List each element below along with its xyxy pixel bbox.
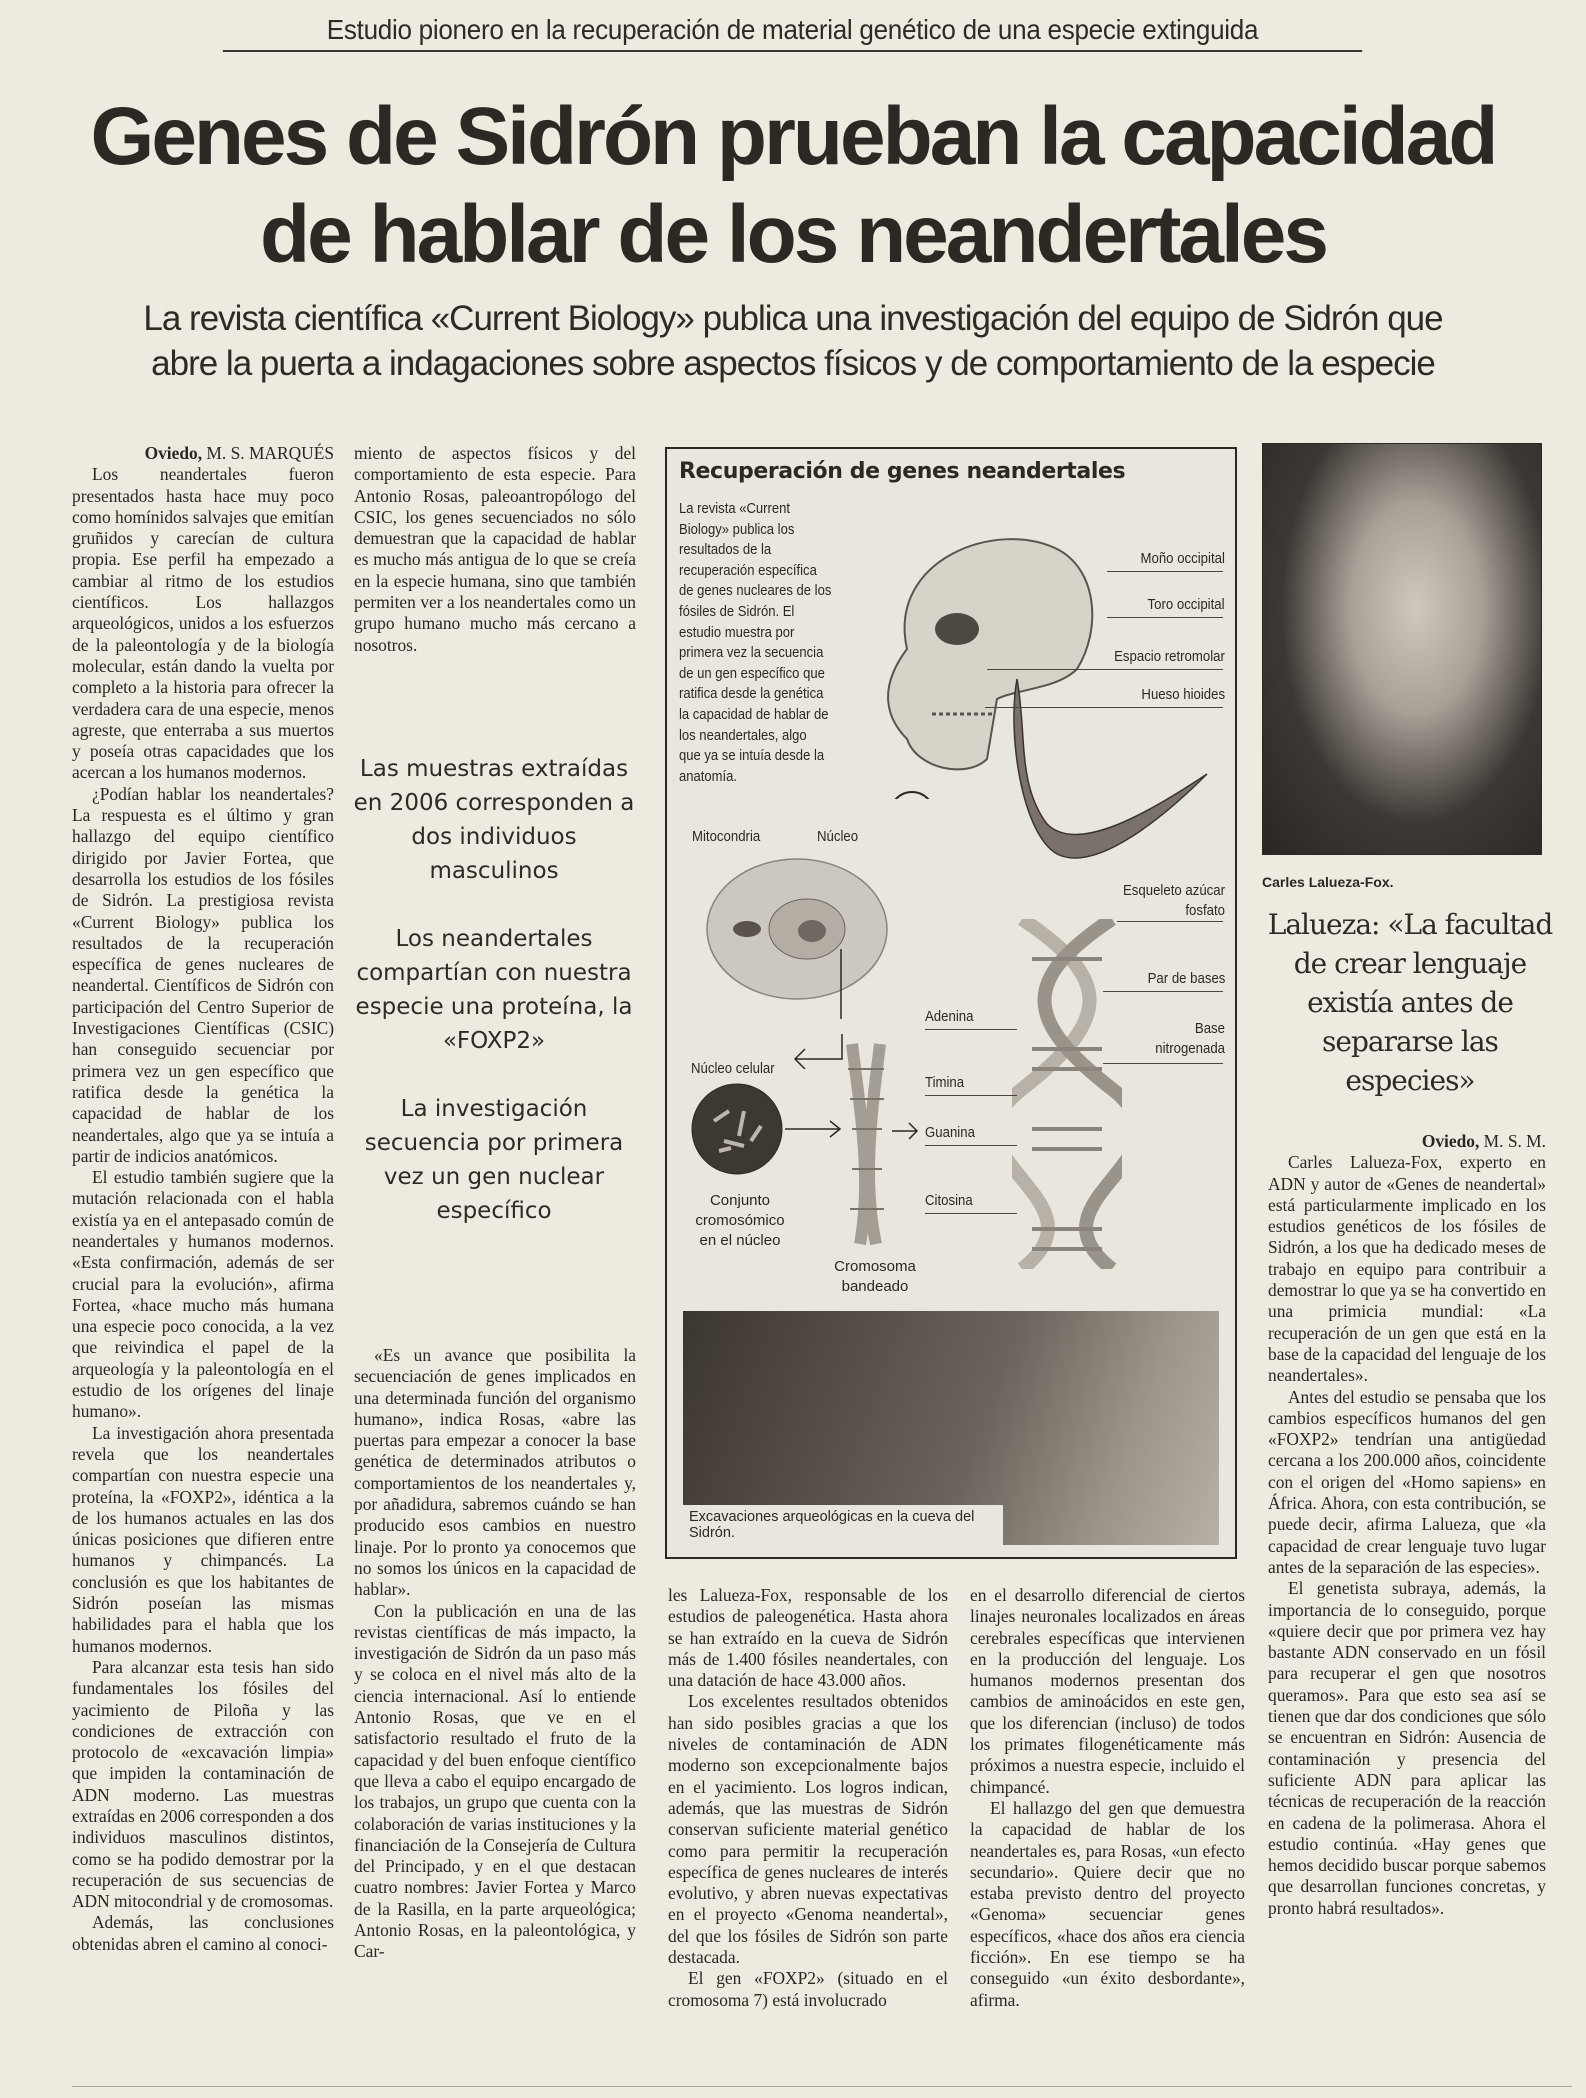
label-nucleus: Núcleo [817, 828, 859, 845]
paragraph: El genetista subraya, además, la importancia de lo conseguido, porque «quiere decir que por primera vez hay bastante ADN conservado en un fósil para recuperar el gen que nosotros queramos». Para que esto sea así se tienen que dar dos condiciones que sólo se encuentran en Sidrón: Ausencia de contaminación y presencia del suficiente ADN para aplicar las técnicas de recuperación de la reacción en cadena de la polimerasa. Ahora el estudio continúa. «Hay genes que hemos decidido buscar porque sabemos que desarrollan funciones concretas, y pronto habrá resultados». [1268, 1578, 1546, 1918]
label-chromosome-set: Conjunto cromosómico en el núcleo [695, 1192, 785, 1249]
paragraph: en el desarrollo diferencial de ciertos linajes neuronales localizados en áreas cerebrales específicas que intervienen en la producción del lenguaje. Los humanos modernos presentan dos cambios de aminoácidos en este gen, que los diferencian (incluso) de todos los primates filogenéticamente más próximos a nuestra especie, incluido el chimpancé. [970, 1585, 1245, 1797]
article-column-2-top [354, 443, 636, 656]
infographic-title: Recuperación de genes neandertales [679, 459, 1126, 484]
portrait-caption: Carles Lalueza-Fox. [1262, 874, 1394, 890]
headline-line-1: Genes de Sidrón prueban la capacidad [90, 91, 1496, 182]
paragraph: El estudio también sugiere que la mutación relacionada con el habla existía ya en el antepasado común de neandertales y humanos modernos. «Esta confirmación, además de ser crucial para la evolución», afirma Fortea, «hace mucho más humana una especie poco conocida, a la vez que reivindica el papel de la arqueología y la paleontología en el estudio de los orígenes del linaje humano». [72, 1167, 334, 1422]
byline-author: M. S. MARQUÉS [202, 443, 334, 463]
pull-quote: La investigación secuencia por primera vez un gen nuclear específico [364, 1096, 624, 1224]
dna-helix-illustration [1012, 919, 1122, 1269]
paragraph: Con la publicación en una de las revistas científicas de más impacto, la investigación de Sidrón da un paso más y se coloca en el nivel más alto de la ciencia internacional. Así lo entiende Antonio Rosas, que ve en el satisfactorio resultado el fruto de la capacidad y del buen enfoque científico que lleva a cabo el equipo encargado de los trabajos, un grupo que cuenta con la colaboración de varias instituciones y la financiación de la Consejería de Cultura del Principado, y en el que destacan cuatro nombres: Javier Fortea y Marco de la Rasilla, en la parte arqueológica; Antonio Rosas, en la paleontológica, y Car- [354, 1600, 636, 1962]
portrait-photo [1262, 443, 1542, 855]
chromosome-set-illustration [689, 1081, 799, 1181]
label-hyoid-bone: Hueso hioides [1141, 686, 1225, 703]
byline-author: M. S. M. [1479, 1131, 1546, 1151]
paragraph: Los neandertales fueron presentados hasta hace muy poco como homínidos salvajes que emitían gruñidos y carecían de cultura propia. Ese perfil ha empezado a cambiar al ritmo de los estudios científicos. Los hallazgos arqueológicos, unidos a los esfuerzos de la paleontología y de la biología molecular, están dando la vuelta por completo a la historia para ofrecer la verdadera cara de una especie, menos agreste, que enterraba a sus muertos y poseía otras capacidades que los acercan a los humanos modernos. [72, 464, 334, 783]
headline [60, 88, 1526, 284]
infographic [665, 447, 1237, 1559]
cave-excavation-photo [683, 1311, 1219, 1545]
headline-line-2: de hablar de los neandertales [260, 189, 1326, 280]
subheadline [40, 296, 1546, 386]
byline [72, 443, 334, 464]
label-guanine: Guanina [925, 1124, 975, 1141]
paragraph: El gen «FOXP2» (situado en el cromosoma 7) está involucrado [668, 1968, 948, 2010]
article-column-3 [668, 1585, 948, 2011]
label-mitochondria: Mitocondria [692, 828, 761, 845]
paragraph: Para alcanzar esta tesis han sido fundamentales los fósiles del yacimiento de Piloña y las condiciones de extracción con protocolo de «excavación limpia» que impiden la contaminación de ADN moderno. Las muestras extraídas en 2006 corresponden a dos individuos masculinos distintos, como se ha podido demostrar por la recuperación de sus secuencias de ADN mitocondrial y de cromosomas. [72, 1656, 334, 1912]
label-thymine: Timina [925, 1074, 965, 1091]
paragraph: La investigación ahora presentada revela que los neandertales compartían con nuestra especie una proteína, la «FOXP2», idéntica a la de los humanos actuales en las dos únicas posiciones que difieren entre humanos y chimpancés. La conclusión es que los habitantes de Sidrón poseían las mismas habilidades para el habla que los humanos modernos. [72, 1422, 334, 1656]
paragraph: Los excelentes resultados obtenidos han sido posibles gracias a que los niveles de contaminación de ADN moderno son excepcionalmente bajos en el yacimiento. Los logros indican, además, que las muestras de Sidrón conservan suficiente material genético como para permitir la recuperación específica de genes nucleares de interés evolutivo, y abren nuevas expectativas en el proyecto «Genoma neandertal», del que los fósiles de Sidrón son parte destacada. [668, 1691, 948, 1968]
arrow-right-icon [785, 1119, 845, 1139]
paragraph: Carles Lalueza-Fox, experto en ADN y autor de «Genes de neandertal» está particularmente implicado en los estudios genéticos de los fósiles de Sidrón, a los que ha dedicado meses de trabajo en equipo para contribuir a demostrar lo que ya se ha convertido en una primicia mundial: «La recuperación de un gen que está en la base de la capacidad del lenguaje de los neandertales». [1268, 1152, 1546, 1386]
article-column-1 [72, 443, 334, 1955]
label-retromolar-space: Espacio retromolar [1114, 648, 1225, 665]
label-cytosine: Citosina [925, 1192, 973, 1209]
label-sugar-phosphate-backbone: Esqueleto azúcar fosfato [1123, 882, 1225, 919]
sidebar-headline: Lalueza: «La facultad de crear lenguaje existía antes de separarse las especies» [1267, 908, 1553, 1097]
pull-quote: Los neandertales compartían con nuestra especie una proteína, la «FOXP2» [355, 926, 633, 1054]
paragraph: miento de aspectos físicos y del comportamiento de esta especie. Para Antonio Rosas, paleoantropólogo del CSIC, los genes secuenciados no sólo demuestran que la capacidad de hablar es mucho más antigua de lo que se creía en la especie humana, sino que también permiten ver a los neandertales como un grupo humano mucho más cercano a nosotros. [354, 443, 636, 655]
paragraph: Además, las conclusiones obtenidas abren el camino al conoci- [72, 1912, 334, 1954]
article-column-2-bottom [354, 1345, 636, 1963]
banded-chromosome-illustration [842, 1039, 892, 1249]
byline-place: Oviedo, [1421, 1131, 1480, 1151]
subheadline-line-2: abre la puerta a indagaciones sobre aspectos físicos y de comportamiento de la especie [151, 344, 1435, 383]
byline-place: Oviedo, [144, 443, 203, 463]
paragraph: les Lalueza-Fox, responsable de los estudios de paleogenética. Hasta ahora se han extraído en la cueva de Sidrón más de 1.400 fósiles neandertales, con una datación de hace 43.000 años. [668, 1585, 948, 1691]
arrow-left-icon [787, 1029, 847, 1069]
pull-quotes [346, 752, 642, 1262]
paragraph: ¿Podían hablar los neandertales? La respuesta es el último y gran hallazgo del equipo científico dirigido por Javier Fortea, que desarrolla los estudios de los fósiles de Sidrón. La prestigiosa revista «Current Biology» publica los resultados de la recuperación específica de genes nucleares de neandertal. Científicos de Sidrón con participación del Centro Superior de Investigaciones Científicas (CSIC) han conseguido secuenciar por primera vez un gen específico que ratifica desde la genética la capacidad de hablar de los neandertales, algo que ya se intuía a partir de indicios anatómicos. [72, 783, 334, 1166]
label-adenine: Adenina [925, 1008, 974, 1025]
cave-photo-caption: Excavaciones arqueológicas en la cueva del Sidrón. [683, 1505, 1003, 1545]
subheadline-line-1: La revista científica «Current Biology» publica una investigación del equipo de Sidrón que [143, 299, 1443, 338]
sidebar-byline [1268, 1131, 1546, 1152]
paragraph: «Es un avance que posibilita la secuenciación de genes implicados en una determinada función del organismo humano», indica Rosas, «abre las puertas para empezar a conocer la base genética de determinados atributos o comportamientos de los neandertales y, por añadidura, sabremos cuándo se han producido esos cambios en nuestro linaje. Por lo pronto ya conocemos que no somos los únicos en la capacidad de hablar». [354, 1345, 636, 1600]
label-banded-chromosome: Cromosoma bandeado [834, 1258, 916, 1295]
label-occipital-bun: Moño occipital [1140, 550, 1225, 567]
kicker: Estudio pionero en la recuperación de material genético de una especie extinguida [223, 14, 1362, 52]
label-cell-nucleus: Núcleo celular [691, 1060, 775, 1077]
label-nitrogenous-base: Base nitrogenada [1155, 1020, 1225, 1057]
paragraph: El hallazgo del gen que demuestra la capacidad de hablar de los neandertales es, para Rosas, «un efecto secundario». Quiere decir que no estaba previsto dentro del proyecto «Genoma» secuenciar genes específicos, «hace dos años era ciencia ficción». En ese tiempo se ha conseguido «un éxito desbordante», afirma. [970, 1797, 1245, 2010]
cell-illustration [697, 849, 897, 1019]
arrow-right-icon [892, 1121, 922, 1141]
pull-quote: Las muestras extraídas en 2006 corresponden a dos individuos masculinos [353, 756, 635, 884]
bottom-rule [72, 2086, 1572, 2087]
infographic-intro: La revista «Current Biology» publica los resultados de la recuperación específica de genes nucleares de los fósiles de Sidrón. El estudio muestra por primera vez la secuencia de un gen específico que ratifica desde la genética la capacidad de hablar de los neandertales, algo que ya se intuía desde la anatomía. [679, 501, 832, 785]
paragraph: Antes del estudio se pensaba que los cambios específicos humanos del gen «FOXP2» tendrían una antigüedad cercana a los 200.000 años, coincidente con el origen del «Homo sapiens» en África. Ahora, con esta contribución, se puede decir, afirma Lalueza, que «la capacidad de crear lenguaje tuvo lugar antes de la separación de las especies». [1268, 1386, 1546, 1577]
label-base-pair: Par de bases [1147, 970, 1225, 987]
sidebar-column [1268, 1131, 1546, 1919]
label-occipital-torus: Toro occipital [1147, 596, 1225, 613]
article-column-4 [970, 1585, 1245, 2011]
